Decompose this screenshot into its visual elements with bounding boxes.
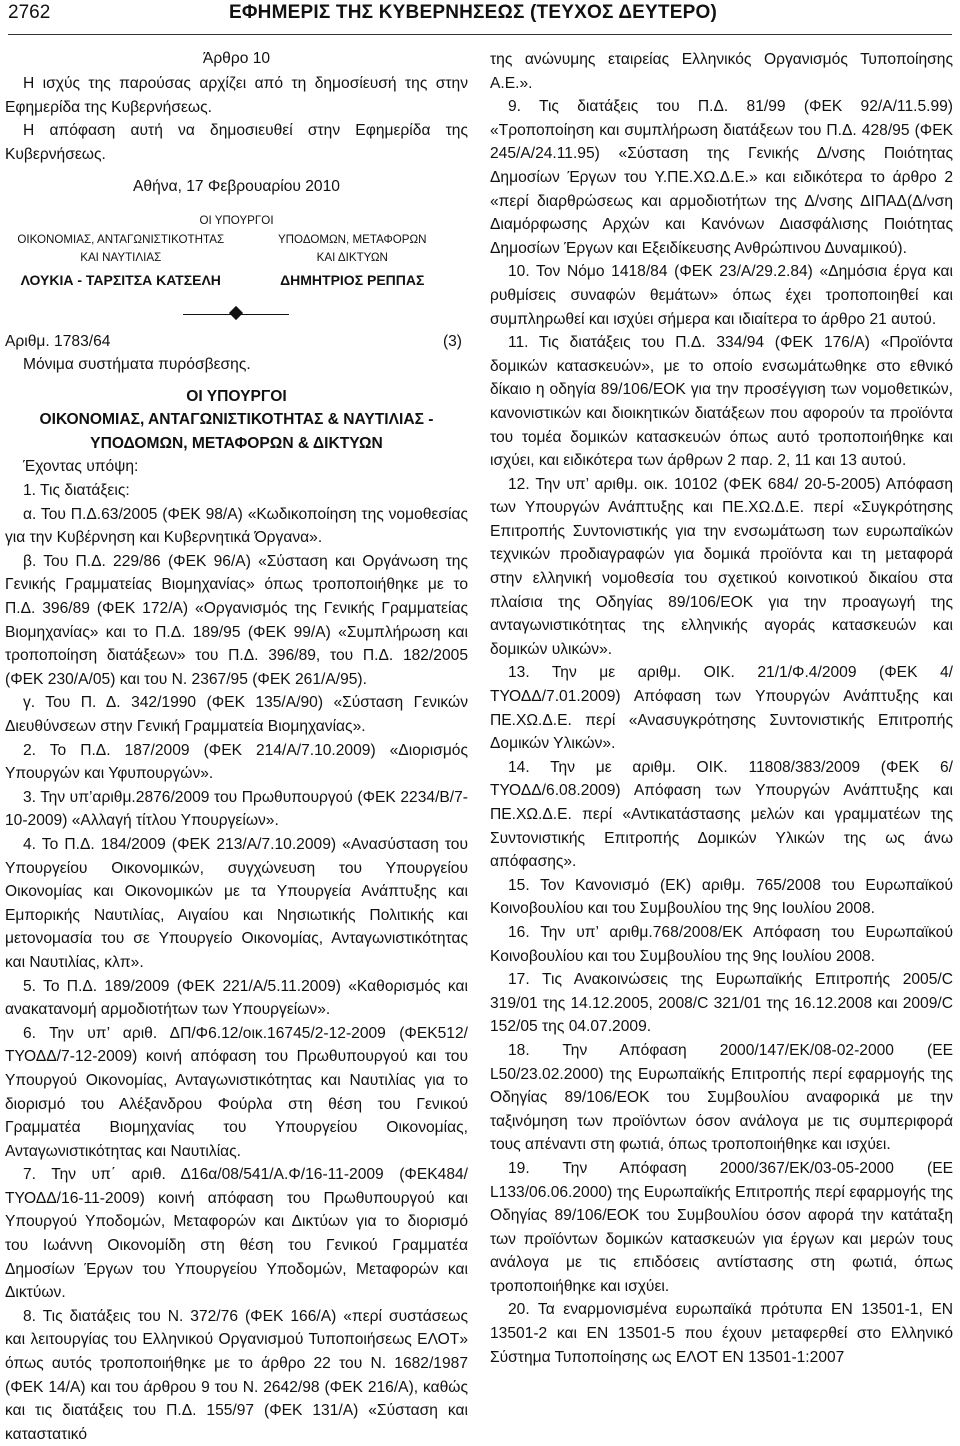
list-item: 15. Τον Κανονισμό (ΕΚ) αριθμ. 765/2008 του Ευρωπαϊκού Κοινοβουλίου και του Συμβουλίου της 9ης Ιουλίου 2008. [490,876,953,918]
list-item: 20. Τα εναρμονισμένα ευρωπαϊκά πρότυπα ΕΝ 13501-1, ΕΝ 13501-2 και ΕΝ 13501-5 που έχουν μεταφερθεί στο Ελληνικό Σύστημα Τυποποίησης ως ΕΛΟΤ ΕΝ 13501-1:2007 [490,1301,953,1366]
paragraph: της ανώνυμης εταιρείας Ελληνικός Οργανισμός Τυποποίησης Α.Ε.». [490,51,953,92]
list-item: 9. Τις διατάξεις του Π.Δ. 81/99 (ΦΕΚ 92/Α/11.5.99) «Τροποποίηση και συμπλήρωση διατάξεων του Π.Δ. 428/95 (ΦΕΚ 245/Α/24.11.95) «Σύσταση της Γενικής Δ/νσης Ποιότητας Δημοσίων Έργων του Υ.ΠΕ.ΧΩ.Δ.Ε.» και ειδικότερα το άρθρο 2 «περί διαρθρώσεως και αρμοδιοτήτων της Δ/νσης ΔΙΠΑΔ(Δ/νση Διαμόρφωσης Αρχών και Κανόνων Διασφάλισης Ποιότητας Δημοσίων Έργων και Εξειδίκευσης Ανθρώπινου Δυναμικού). [490,98,953,257]
signature-right [237,231,469,290]
list-item: 2. Το Π.Δ. 187/2009 (ΦΕΚ 214/Α/7.10.2009) «Διορισμός Υπουργών και Υφυπουργών». [5,741,468,783]
paragraph: Έχοντας υπόψη: [23,458,139,476]
ministers-heading [5,385,468,456]
list-item: 19. Την Απόφαση 2000/367/ΕΚ/03-05-2000 (ΕΕ L133/06.06.2000) της Ευρωπαϊκής Επιτροπής περί εφαρμογής της Οδηγίας 89/106/ΕΟΚ του Συμβουλίου όσον αφορά την κατάταξη των προϊόντων δομικών κατασκευών για έργων και μερών τους ανάλογα με τις επιδόσεις αντίστασης στη φωτιά, όπως τροποποιήθηκε και ισχύει. [490,1159,953,1295]
list-item: 4. Το Π.Δ. 184/2009 (ΦΕΚ 213/Α/7.10.2009) «Ανασύσταση του Υπουργείου Οικονομικών, συγχώνευση του Υπουργείου Οικονομίας και Οικονομικών με τα Υπουργεία Ανάπτυξης και Εμπορικής Ναυτιλίας, Αιγαίου και Νησιωτικής Πολιτικής και μετονομασία του σε Υπουργείο Οικονομίας, Ανταγωνιστικότητας και Ναυτιλίας, κλπ». [5,835,468,971]
section-divider [5,304,468,326]
left-column [5,48,468,1446]
signatory-title: ΟΙΚΟΝΟΜΙΑΣ, ΑΝΤΑΓΩΝΙΣΤΙΚΟΤΗΤΑΣ [17,233,225,247]
heading-line: ΟΙ ΥΠΟΥΡΓΟΙ [186,387,287,405]
decision-number: Αριθμ. 1783/64 [5,333,111,351]
list-item: 13. Την με αριθμ. ΟΙΚ. 21/1/Φ.4/2009 (ΦΕΚ 4/ΤΥΟΔΔ/7.01.2009) Απόφαση των Υπουργών Ανάπτυξης και ΠΕ.ΧΩ.Δ.Ε. περί «Ανασυγκρότησης Συντονιστικής Επιτροπής Δομικών Υλικών». [490,664,953,753]
decision-header [5,330,468,353]
heading-line: ΟΙΚΟΝΟΜΙΑΣ, ΑΝΤΑΓΩΝΙΣΤΙΚΟΤΗΤΑΣ & ΝΑΥΤΙΛΙΑΣ - [39,411,434,429]
heading-line: ΥΠΟΔΟΜΩΝ, ΜΕΤΑΦΟΡΩΝ & ΔΙΚΤΥΩΝ [90,434,383,452]
paragraph: Η ισχύς της παρούσας αρχίζει από τη δημοσίευσή της στην Εφημερίδα της Κυβερνήσεως. [5,75,468,116]
signatory-title: ΚΑΙ ΝΑΥΤΙΛΙΑΣ [80,250,162,264]
paragraph: Η απόφαση αυτή να δημοσιευθεί στην Εφημερίδα της Κυβερνήσεως. [5,122,468,163]
list-item: 11. Τις διατάξεις του Π.Δ. 334/94 (ΦΕΚ 176/Α) «Προϊόντα δομικών κατασκευών», με το οποίο ενσωμάτωθηκε στο εθνικό δίκαιο η οδηγία 89/106/ΕΟΚ για την προσέγγιση των νομοθετικών, κανονιστικών και διοικητικών διατάξεων που αφορούν τα προϊόντα του τομέα δομικών κατασκευών όπως αυτό τροποποιήθηκε και ισχύει, και ειδικότερα των άρθρων 2 παρ. 2, 11 και 13 αυτού. [490,334,953,470]
signature-block [5,231,468,290]
signatory-name: ΛΟΥΚΙΑ - ΤΑΡΣΙΤΣΑ ΚΑΤΣΕΛΗ [20,272,221,289]
list-item: γ. Του Π. Δ. 342/1990 (ΦΕΚ 135/Α/90) «Σύσταση Γενικών Διευθύνσεων στην Γενική Γραμματεία Βιομηχανίας». [5,694,468,735]
list-item: 10. Τον Νόμο 1418/84 (ΦΕΚ 23/Α/29.2.84) «Δημόσια έργα και ρυθμίσεις συναφών θεμάτων» όπως έχει τροποποιηθεί και συμπληρωθεί και ισχύει σήμερα και ιδιαίτερα το άρθρο 21 αυτού. [490,263,953,328]
diamond-ornament-icon [229,306,243,320]
list-item: 18. Την Απόφαση 2000/147/ΕΚ/08-02-2000 (ΕΕ L50/23.02.2000) της Ευρωπαϊκής Επιτροπής περί εφαρμογής της Οδηγίας 89/106/ΕΟΚ του Συμβουλίου αναφορικά με την ταξινόμηση των προϊόντων όσον ανάλογα με τις συμπεριφορά τους απέναντι στη φωτιά, όπως τροποποιήθηκε και ισχύει. [490,1041,953,1154]
ministers-label: ΟΙ ΥΠΟΥΡΓΟΙ [199,214,274,228]
list-item: 1. Τις διατάξεις: [23,482,130,500]
list-item: α. Του Π.Δ.63/2005 (ΦΕΚ 98/Α) «Κωδικοποίηση της νομοθεσίας για την Κυβέρνηση και Κυβερνητικά Όργανα». [5,505,468,547]
list-item: 12. Την υπ’ αριθμ. οικ. 10102 (ΦΕΚ 684/ 20-5-2005) Απόφαση των Υπουργών Ανάπτυξης και ΠΕ.ΧΩ.Δ.Ε. περί «Συγκρότησης Επιτροπής Συντονιστικής για την ενσωμάτωση των ευρωπαϊκών τεχνικών προδιαγραφών για δομικά προϊόντα και τη μεταφορά στην ελληνική νομοθεσία του σχετικού κοινοτικού δικαίου στα πλαίσια της Οδηγίας 89/106/ΕΟΚ για την προαγωγή της ανταγωνιστικότητας της ελληνικής αγοράς κατασκευών και δομικών υλικών». [490,475,953,658]
list-item: 17. Τις Ανακοινώσεις της Ευρωπαϊκής Επιτροπής 2005/C 319/01 της 14.12.2005, 2008/C 321/01 της 16.12.2008 και 2009/C 152/05 της 04.07.2009. [490,971,953,1036]
list-item: β. Του Π.Δ. 229/86 (ΦΕΚ 96/Α) «Σύσταση και Οργάνωση της Γενικής Γραμματείας Βιομηχανίας» όπως τροποποιήθηκε με το Π.Δ. 396/89 (ΦΕΚ 172/Α) «Οργανισμός της Γενικής Γραμματείας Βιομηχανίας» και το Π.Δ. 189/95 (ΦΕΚ 99/Α) «Συμπλήρωση και τροποποίηση διατάξεων» του Π.Δ. 396/89, του Π.Δ. 182/2005 (ΦΕΚ 230/Α/05) και του Ν. 2367/95 (ΦΕΚ 261/Α/95). [5,552,468,688]
page-number: 2762 [8,2,51,23]
signatory-title: ΥΠΟΔΟΜΩΝ, ΜΕΤΑΦΟΡΩΝ [277,233,427,247]
header-rule [8,34,952,35]
gazette-title: ΕΦΗΜΕΡΙΣ ΤΗΣ ΚΥΒΕΡΝΗΣΕΩΣ (ΤΕΥΧΟΣ ΔΕΥΤΕΡΟ) [229,2,717,23]
signing-date: Αθήνα, 17 Φεβρουαρίου 2010 [133,178,340,196]
decision-reference: (3) [442,333,462,351]
signatory-name: ΔΗΜΗΤΡΙΟΣ ΡΕΠΠΑΣ [280,272,425,289]
list-item: 3. Την υπ’αριθμ.2876/2009 του Πρωθυπουργού (ΦΕΚ 2234/Β/7-10-2009) «Αλλαγή τίτλου Υπουργείων». [5,788,468,830]
list-item: 7. Την υπ΄ αριθ. Δ16α/08/541/Α.Φ/16-11-2009 (ΦΕΚ484/ΤΥΟΔΔ/16-11-2009) κοινή απόφαση του Πρωθυπουργού και Υπουργού Υποδομών, Μεταφορών και Δικτύων για το διορισμό του Ιωάννη Οικονομίδη στη θέση του Γενικού Γραμματέα Δημοσίων Έργων του Υπουργείου Υποδομών, Μεταφορών και Δικτύων. [5,1166,468,1302]
list-item: 6. Την υπ’ αριθ. ΔΠ/Φ6.12/οικ.16745/2-12-2009 (ΦΕΚ512/ΤΥΟΔΔ/7-12-2009) κοινή απόφαση του Πρωθυπουργού και του Υπουργού Οικονομίας, Ανταγωνιστικότητας και Ναυτιλίας για το διορισμό του Αλέξανδρου Φούρλα στη θέση του Γενικού Γραμματέα Βιομηχανίας του Υπουργείου Οικονομίας, Ανταγωνιστικότητας και Ναυτιλίας. [5,1024,468,1160]
signature-left [5,231,237,290]
right-column [490,48,953,1369]
list-item: 8. Τις διατάξεις του Ν. 372/76 (ΦΕΚ 166/Α) «περί συστάσεως και λειτουργίας του Ελληνικού Οργανισμού Τυποποιήσεως ΕΛΟΤ» όπως αυτός τροποποιήθηκε με το άρθρο 22 του Ν. 1682/1987 (ΦΕΚ 14/Α) και του άρθρου 9 του Ν. 2642/98 (ΦΕΚ 216/Α), καθώς και τις διατάξεις του Π.Δ. 155/97 (ΦΕΚ 131/Α) «Σύσταση και καταστατικό [5,1307,468,1443]
list-item: 5. Το Π.Δ. 189/2009 (ΦΕΚ 221/Α/5.11.2009) «Καθορισμός και ανακατανομή αρμοδιοτήτων των Υπουργείων». [5,977,468,1019]
decision-title: Μόνιμα συστήματα πυρόσβεσης. [23,356,251,374]
list-item: 16. Την υπ’ αριθμ.768/2008/ΕΚ Απόφαση του Ευρωπαϊκού Κοινοβουλίου και του Συμβουλίου της 9ης Ιουλίου 2008. [490,923,953,965]
signatory-title: ΚΑΙ ΔΙΚΤΥΩΝ [316,250,388,264]
list-item: 14. Την με αριθμ. ΟΙΚ. 11808/383/2009 (ΦΕΚ 6/ΤΥΟΔΔ/6.08.2009) Απόφαση των Υπουργών Ανάπτυξης και ΠΕ.ΧΩ.Δ.Ε. περί «Αντικατάστασης μελών και γραμματέων της Συντονιστικής Επιτροπής Δομικών Υλικών της ως άνω απόφασης». [490,758,953,871]
article-title: Άρθρο 10 [202,50,271,67]
page-header [8,2,952,32]
